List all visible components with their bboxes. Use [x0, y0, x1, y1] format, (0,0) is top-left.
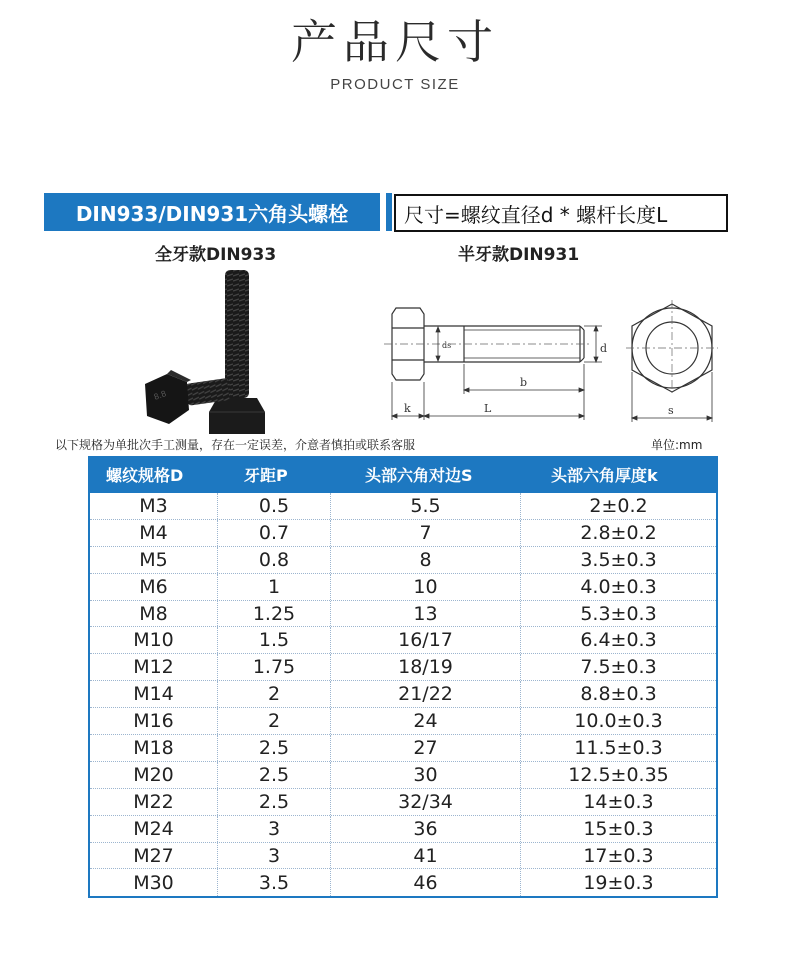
cell-hex-thickness: 3.5±0.3	[580, 548, 657, 571]
table-row	[90, 735, 716, 762]
cell-hex-width: 41	[331, 843, 521, 869]
table-header	[88, 456, 718, 493]
cell-hex-thickness: 11.5±0.3	[574, 736, 663, 759]
cell-hex-thickness: 15±0.3	[583, 817, 654, 840]
cell-hex-thickness: 8.8±0.3	[580, 683, 657, 706]
cell-hex-width: 30	[331, 762, 521, 788]
table-row	[90, 708, 716, 735]
unit-label: 单位:mm	[651, 438, 703, 452]
cell-hex-thickness: 14±0.3	[583, 790, 654, 813]
cell-hex-thickness: 6.4±0.3	[580, 629, 657, 652]
k-label: k	[404, 402, 411, 415]
cell-pitch: 0.8	[218, 547, 331, 573]
cell-hex-width: 24	[331, 708, 521, 734]
d-label: d	[600, 342, 608, 355]
cell-pitch: 0.7	[218, 520, 331, 546]
cell-hex-thickness: 17±0.3	[583, 844, 654, 867]
cell-hex-thickness: 2.8±0.2	[580, 521, 657, 544]
cell-hex-width: 5.5	[331, 493, 521, 519]
table-row	[90, 627, 716, 654]
cell-hex-thickness: 19±0.3	[583, 871, 654, 894]
spec-table	[88, 456, 718, 898]
cell-thread-spec: M3	[90, 493, 218, 519]
cell-pitch: 3	[218, 843, 331, 869]
L-label: L	[484, 402, 492, 415]
measurement-note: 以下规格为单批次手工测量，存在一定误差，介意者慎拍或联系客服	[55, 438, 416, 452]
cell-pitch: 1.5	[218, 627, 331, 653]
cell-pitch: 3.5	[218, 869, 331, 896]
cell-hex-width: 13	[331, 601, 521, 627]
bolt-photo	[125, 262, 290, 437]
cell-pitch: 0.5	[218, 493, 331, 519]
cell-hex-width: 46	[331, 869, 521, 896]
table-row	[90, 601, 716, 628]
cell-pitch: 2	[218, 681, 331, 707]
cell-hex-width: 36	[331, 816, 521, 842]
table-body	[88, 493, 718, 898]
bolt-head-lying	[145, 374, 189, 424]
cell-hex-width: 16/17	[331, 627, 521, 653]
table-row	[90, 789, 716, 816]
cell-hex-thickness: 5.3±0.3	[580, 602, 657, 625]
ds-label: ds	[442, 341, 452, 350]
cell-thread-spec: M16	[90, 708, 218, 734]
cell-thread-spec: M6	[90, 574, 218, 600]
table-row	[90, 547, 716, 574]
cell-thread-spec: M24	[90, 816, 218, 842]
cell-pitch: 1.75	[218, 654, 331, 680]
cell-thread-spec: M8	[90, 601, 218, 627]
table-row	[90, 681, 716, 708]
cell-thread-spec: M20	[90, 762, 218, 788]
page-title: 产品尺寸	[291, 15, 499, 69]
bolt-head-standing	[209, 398, 265, 434]
cell-hex-thickness: 10.0±0.3	[574, 710, 663, 733]
cell-thread-spec: M18	[90, 735, 218, 761]
cell-hex-width: 10	[331, 574, 521, 600]
cell-thread-spec: M10	[90, 627, 218, 653]
cell-hex-width: 8	[331, 547, 521, 573]
table-row	[90, 520, 716, 547]
cell-hex-thickness: 2±0.2	[589, 494, 648, 517]
cell-pitch: 2.5	[218, 789, 331, 815]
cell-pitch: 3	[218, 816, 331, 842]
header-hex-thickness: 头部六角厚度k	[551, 466, 658, 485]
table-row	[90, 762, 716, 789]
page-subtitle: PRODUCT SIZE	[330, 76, 460, 93]
cell-thread-spec: M30	[90, 869, 218, 896]
table-row	[90, 869, 716, 896]
bolt-shank-standing	[225, 270, 249, 398]
cell-pitch: 2	[218, 708, 331, 734]
table-row	[90, 574, 716, 601]
cell-thread-spec: M12	[90, 654, 218, 680]
header-pitch: 牙距P	[244, 466, 288, 485]
table-row	[90, 493, 716, 520]
table-row	[90, 816, 716, 843]
size-formula-banner: 尺寸=螺纹直径d * 螺杆长度L	[394, 194, 728, 232]
header-thread-spec: 螺纹规格D	[106, 466, 184, 485]
cell-thread-spec: M4	[90, 520, 218, 546]
cell-thread-spec: M14	[90, 681, 218, 707]
table-row	[90, 843, 716, 870]
table-row	[90, 654, 716, 681]
cell-hex-thickness: 4.0±0.3	[580, 575, 657, 598]
cell-hex-thickness: 12.5±0.35	[568, 763, 669, 786]
cell-pitch: 1.25	[218, 601, 331, 627]
half-thread-label: 半牙款DIN931	[458, 245, 580, 265]
cell-thread-spec: M27	[90, 843, 218, 869]
b-label: b	[520, 376, 528, 389]
full-thread-label: 全牙款DIN933	[155, 245, 277, 265]
cell-hex-width: 32/34	[331, 789, 521, 815]
cell-pitch: 2.5	[218, 735, 331, 761]
cell-hex-width: 21/22	[331, 681, 521, 707]
svg-text:8.8: 8.8	[152, 389, 168, 402]
s-label: s	[668, 404, 674, 417]
cell-pitch: 2.5	[218, 762, 331, 788]
cell-pitch: 1	[218, 574, 331, 600]
cell-thread-spec: M5	[90, 547, 218, 573]
technical-drawing	[380, 290, 720, 425]
cell-hex-width: 18/19	[331, 654, 521, 680]
cell-hex-width: 7	[331, 520, 521, 546]
cell-thread-spec: M22	[90, 789, 218, 815]
cell-hex-thickness: 7.5±0.3	[580, 656, 657, 679]
header-hex-width: 头部六角对边S	[365, 466, 473, 485]
model-banner: DIN933/DIN931六角头螺栓	[44, 193, 386, 231]
cell-hex-width: 27	[331, 735, 521, 761]
